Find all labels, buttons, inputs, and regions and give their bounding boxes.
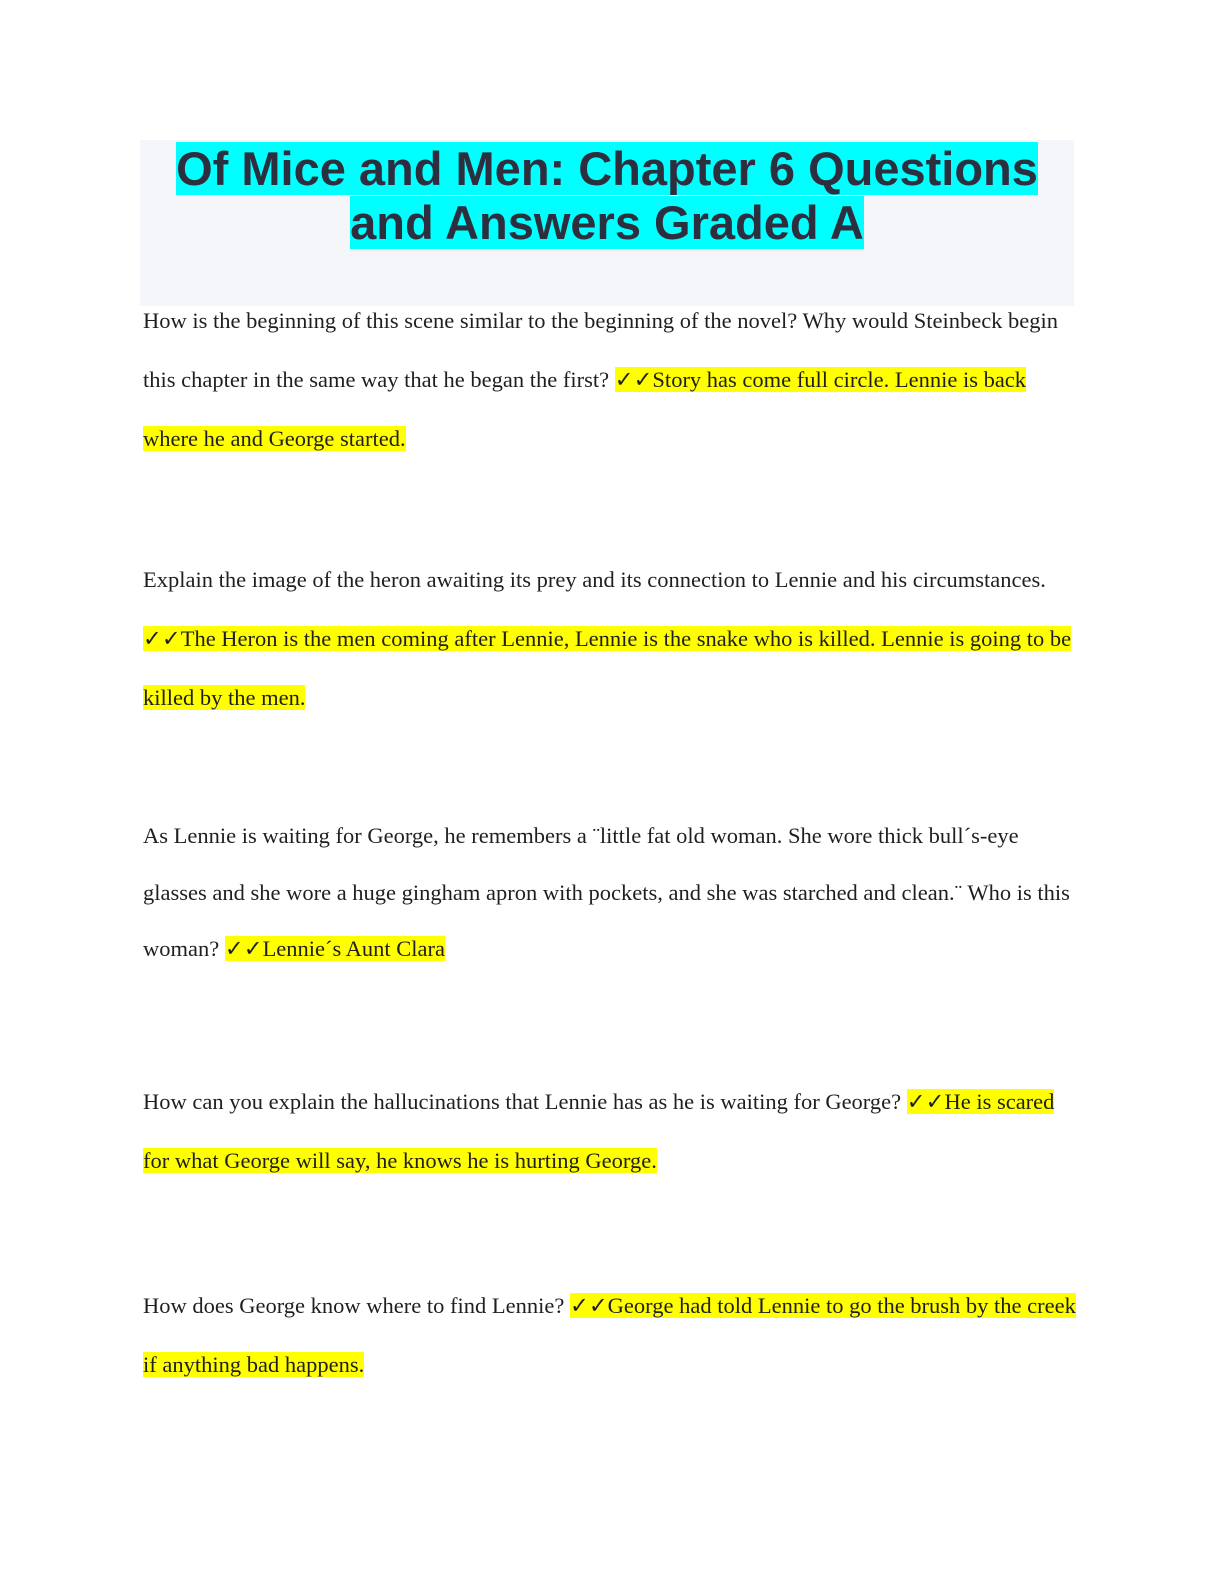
answer-text: ✓✓Story has come full circle. Lennie is back where he and George started. — [143, 367, 1027, 451]
qa-item — [143, 550, 1083, 727]
question-text: Explain the image of the heron awaiting its prey and its connection to Lennie and his circumstances. — [143, 567, 1046, 592]
title-block — [140, 140, 1074, 306]
answer-text: ✓✓He is scared for what George will say, he knows he is hurting George. — [143, 1089, 1055, 1173]
qa-item — [143, 808, 1083, 978]
question-text: How can you explain the hallucinations that Lennie has as he is waiting for George? — [143, 1089, 907, 1114]
question-text: As Lennie is waiting for George, he remembers a ¨little fat old woman. She wore thick bull´s-eye glasses and she wore a huge gingham apron with pockets, and she was starched and clean.¨ Who is this woman? — [143, 823, 1070, 961]
qa-item — [143, 291, 1083, 468]
title-highlight-1: Of Mice and Men: Chapter 6 Questions — [176, 142, 1038, 195]
page-title-line-1 — [140, 142, 1074, 196]
qa-item — [143, 1072, 1083, 1190]
answer-text: ✓✓George had told Lennie to go the brush by the creek if anything bad happens. — [143, 1293, 1076, 1377]
answer-text: ✓✓The Heron is the men coming after Lennie, Lennie is the snake who is killed. Lennie is going to be killed by the men. — [143, 626, 1072, 710]
title-highlight-2: and Answers Graded A — [350, 196, 864, 249]
question-text: How does George know where to find Lennie? — [143, 1293, 570, 1318]
page-title-line-2 — [140, 196, 1074, 250]
qa-item — [143, 1276, 1083, 1394]
answer-text: ✓✓Lennie´s Aunt Clara — [224, 936, 446, 961]
question-text: How is the beginning of this scene similar to the beginning of the novel? Why would Steinbeck begin this chapter in the same way that he began the first? — [143, 308, 1059, 392]
